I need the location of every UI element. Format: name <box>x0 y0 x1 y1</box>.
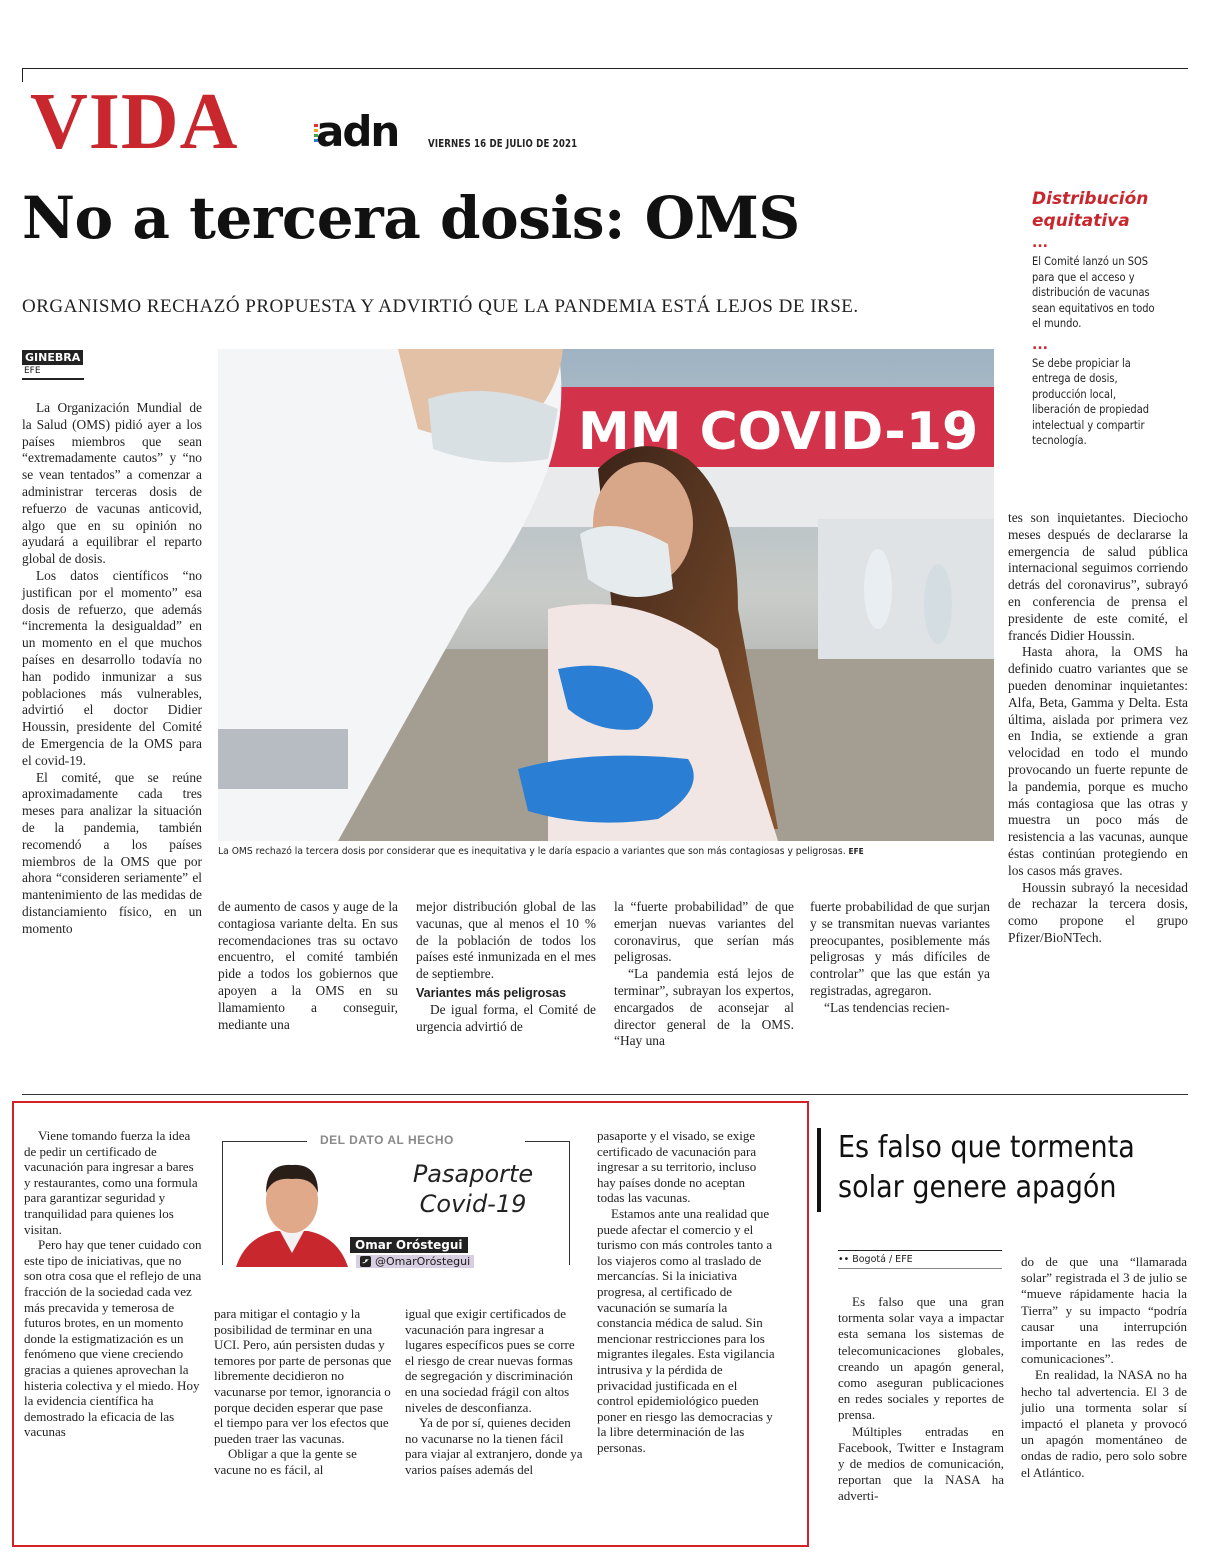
paragraph: “Las tendencias recien- <box>824 999 950 1015</box>
brief-column-1 <box>838 1294 1004 1505</box>
paragraph: Houssin subrayó la necesidad de rechazar la tercera dosis, como propone el grupo Pfizer/BioNTech. <box>1008 879 1188 945</box>
top-rule <box>22 68 1188 69</box>
paragraph: El comité, que se reúne aproximadamente cada tres meses para analizar la situación de la pandemia, también recomendó a los países miembros de la OMS que por ahora “consideren seriamente” el mantenimiento de las medidas de distanciamiento físico, en un momento <box>22 769 202 936</box>
vaccination-illustration <box>218 349 994 841</box>
sidebar-bullet: ... <box>1032 235 1048 251</box>
paragraph: para mitigar el contagio y la posibilidad de terminar en una UCI. Pero, aún persisten dudas y temores por parte de personas que libremente decidieron no vacunarse por temor, ignorancia o porque deciden esperar que pase el tiempo para ver los efectos que pueden traer las vacunas. <box>214 1306 392 1446</box>
brief-headline: Es falso que tormenta solar genere apagón <box>838 1130 1135 1205</box>
paragraph: Hasta ahora, la OMS ha definido cuatro variantes que se pueden denominar inquietantes: Alfa, Beta, Gamma y Delta. Esta última, aislada por primera vez en India, se extiende a gran velocidad en todo el mundo provocando un fuerte repunte de la pandemia, porque es mucho más contagiosa que las otras y muestra un poco más de resistencia a las vacunas, aunque éstas continúan protegiendo en los casos más graves. <box>1008 644 1188 878</box>
paragraph: La Organización Mundial de la Salud (OMS) pidió ayer a los países miembros que sean “extremadamente cautos” y “no se vean tentados” a comenzar a administrar terceras dosis de refuerzo de vacunas anticovid, algo que en su opinión no ayudará a equilibrar el reparto global de dosis. <box>22 400 202 567</box>
paragraph: de aumento de casos y auge de la contagiosa variante delta. En sus recomendaciones tras su octavo encuentro, el comité también pide a todos los gobiernos que apoyen a la OMS en su llamamiento a conseguir, mediante una <box>218 899 398 1032</box>
paragraph: pasaporte y el visado, se exige certificado de vacunación para ingresar a su territorio, incluso hay países donde no aceptan todas las vacunas. <box>597 1128 757 1206</box>
paragraph: do de que una “llamarada solar” registrada el 3 de julio se “mueve rápidamente hacia la Tierra” y su impacto “podría causar una interrupción importante en las redes de comunicaciones”. <box>1021 1254 1187 1367</box>
paragraph: mejor distribución global de las vacunas, que al menos el 10 % de la población de todos los países esté inmunizada en el mes de septiembre. <box>416 899 596 982</box>
box-rule-right-side <box>569 1141 570 1265</box>
caption-text: La OMS rechazó la tercera dosis por considerar que es inequitativa y le daría espacio a variantes que son más contagiosas y peligrosas. <box>218 846 846 857</box>
sidebar-list <box>1032 235 1187 449</box>
opinion-column-4 <box>597 1128 775 1455</box>
dateline-source: EFE <box>22 365 84 380</box>
paragraph: Pero hay que tener cuidado con este tipo de iniciativas, que no son otra cosa que el reflejo de una fracción de la sociedad cada vez más precavida y temerosa de futuros brotes, en un momento donde la estigmatización es un fenómeno que viene creciendo gracias a quienes aprovechan la histeria colectiva y el miedo. Hoy la evidencia científica ha demostrado la eficacia de las vacunas <box>24 1237 202 1440</box>
twitter-icon <box>360 1256 371 1267</box>
dateline-city: GINEBRA <box>22 350 83 365</box>
opinion-title-line: Pasaporte <box>412 1160 534 1188</box>
paragraph: Estamos ante una realidad que puede afectar el comercio y el turismo con más controles tanto a los viajeros como al traslado de mercancías. Si la iniciativa progresa, al certificado de vacunación se sumaría la constancia médica de salud. Sin mencionar restricciones para los migrantes ilegales. Esta vigilancia intrusiva y la pérdida de privacidad justificada en el control epidemiológico pueden poner en riesgo las democracias y la libre determinación de las personas. <box>597 1205 775 1455</box>
brief-accent-bar <box>817 1128 821 1212</box>
caption-credit: EFE <box>848 847 864 856</box>
box-rule-left <box>222 1141 307 1142</box>
author-name: Omar Oróstegui <box>350 1237 468 1253</box>
article-column-2 <box>218 899 398 1033</box>
paragraph: Viene tomando fuerza la idea de pedir un certificado de vacunación para ingresar a bares y restaurantes, como una formula para garantizar seguridad y tranquilidad para quienes los visitan. <box>24 1128 198 1237</box>
paragraph: De igual forma, el Comité de urgencia advirtió de <box>416 1001 596 1034</box>
handle-text: @OmarOróstegui <box>375 1255 471 1268</box>
article-column-6 <box>1008 510 1188 947</box>
opinion-column-2 <box>214 1306 392 1478</box>
dateline <box>22 346 84 380</box>
sidebar-item: El Comité lanzó un SOS para que el acceso y distribución de vacunas sean equitativos en todo el mundo. <box>1032 254 1155 330</box>
section-subheading: Variantes más peligrosas <box>416 985 567 1000</box>
news-photo <box>218 349 994 841</box>
paragraph: “La pandemia está lejos de terminar”, subrayan los expertos, encargados de aconsejar al director general de la OMS. “Hay una <box>614 966 794 1049</box>
opinion-header-box <box>222 1135 570 1270</box>
opinion-column-1 <box>24 1128 202 1440</box>
paragraph: Los datos científicos “no justifican por el momento” esa dosis de refuerzo, que además “incrementa la desigualdad” en un momento en el que muchos países en desarrollo todavía no han podido inmunizar a sus poblaciones más vulnerables, advirtió el doctor Didier Houssin, presidente del Comité de Emergencia de la OMS para el covid-19. <box>22 567 202 768</box>
article-column-4 <box>614 899 794 1050</box>
box-rule-left-side <box>222 1141 223 1265</box>
brief-dateline: •• Bogotá / EFE <box>838 1250 1002 1269</box>
brand-logo: adn <box>316 107 399 156</box>
photo-sign: MM COVID-19 <box>578 402 979 462</box>
photo-caption <box>218 846 932 857</box>
sidebar-bullet: ... <box>1032 336 1048 353</box>
section-title: VIDA <box>30 78 239 166</box>
article-column-3 <box>416 899 596 1035</box>
paragraph: Ya de por sí, quienes deciden no vacunarse no la tienen fácil para viajar al extranjero, donde ya varios países además del <box>405 1415 583 1477</box>
headline: No a tercera dosis: OMS <box>22 184 800 252</box>
article-column-5 <box>810 899 990 1017</box>
paragraph: fuerte probabilidad de que surjan y se transmitan nuevas variantes preocupantes, posiblemente más peligrosas y más difíciles de controlar” que las que están ya registradas, agregaron. <box>810 899 990 998</box>
paragraph: En realidad, la NASA no ha hecho tal advertencia. El 3 de julio una tormenta solar sí impactó el planeta y provocó un apagón momentáneo de ondas de radio, pero solo sobre el Atlántico. <box>1021 1367 1187 1480</box>
paragraph: Múltiples entradas en Facebook, Twitter e Instagram y de medios de comunicación, reportan que la NASA ha adverti- <box>838 1423 1004 1504</box>
opinion-title <box>388 1159 558 1219</box>
paragraph: Es falso que una gran tormenta solar vaya a impactar esta semana los sistemas de telecomunicaciones globales, creando un apagón general, como aseguran publicaciones en redes sociales y reportes de prensa. <box>838 1294 1004 1423</box>
paragraph: tes son inquietantes. Dieciocho meses después de declararse la emergencia de salud pública internacional seguimos corriendo detrás del coronavirus”, subrayó en conferencia de prensa el presidente de este comité, el francés Didier Houssin. <box>1008 510 1188 643</box>
opinion-column-3 <box>405 1306 583 1478</box>
issue-date: VIERNES 16 DE JULIO DE 2021 <box>428 138 578 150</box>
paragraph: igual que exigir certificados de vacunación para ingresar a lugares específicos pues se corre el riesgo de crear nuevas formas de segregación y discriminación en una sociedad frágil con altos niveles de desconfianza. <box>405 1306 575 1415</box>
sidebar-item: Se debe propiciar la entrega de dosis, producción local, liberación de propiedad intelectual y compartir tecnología. <box>1032 355 1150 447</box>
brief-column-2 <box>1021 1254 1187 1481</box>
paragraph: Obligar a que la gente se vacune no es fácil, al <box>214 1446 357 1477</box>
top-rule-tick <box>22 68 23 82</box>
author-handle[interactable] <box>356 1255 474 1268</box>
article-column-1 <box>22 400 202 938</box>
sidebar-title: Distribución equitativa <box>1032 189 1149 231</box>
author-avatar <box>236 1149 348 1267</box>
subheadline: ORGANISMO RECHAZÓ PROPUESTA Y ADVIRTIÓ QUE LA PANDEMIA ESTÁ LEJOS DE IRSE. <box>22 296 859 317</box>
opinion-kicker: DEL DATO AL HECHO <box>320 1133 454 1147</box>
box-rule-right <box>525 1141 570 1142</box>
section-divider <box>22 1094 1188 1095</box>
paragraph: la “fuerte probabilidad” de que emerjan nuevas variantes del coronavirus, que serían más peligrosas. <box>614 899 794 965</box>
opinion-title-line: Covid-19 <box>419 1190 527 1218</box>
